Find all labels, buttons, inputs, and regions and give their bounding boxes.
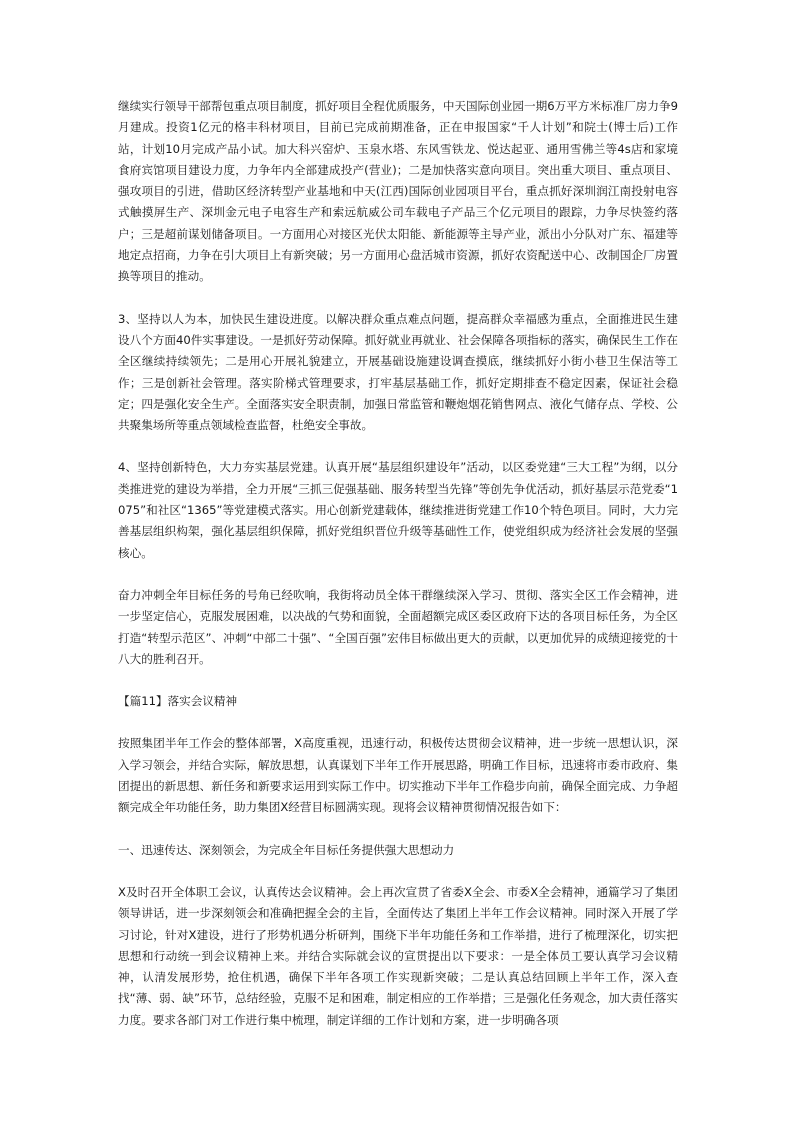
paragraph-gap <box>118 436 678 457</box>
paragraph-gap <box>118 861 678 882</box>
paragraph-gap <box>118 288 678 309</box>
paragraph-meeting-details: X及时召开全体职工会议，认真传达会议精神。会上再次宣贯了省委X全会、市委X全会精神，通篇学习了集团领导讲话，进一步深刻领会和准确把握全会的主旨，全面传达了集团上半年工作会议精神。同时深入开展了学习讨论，针对X建设，进行了形势机遇分析研判，围绕下半年功能任务和工作举措，进行了梳理深化，切实把思想和行动统一到会议精神上来。并结合实际就会议的宣贯提出以下要求：一是全体员工要认真学习会议精神，认清发展形势，抢住机遇，确保下半年各项工作实现新突破；二是认真总结回顾上半年工作，深入查找“薄、弱、缺”环节，总结经验，克服不足和困难，制定相应的工作举措；三是强化任务观念，加大责任落实力度。要求各部门对工作进行集中梳理，制定详细的工作计划和方案，进一步明确各项 <box>118 884 678 1027</box>
paragraph-intro: 按照集团半年工作会的整体部署，X高度重视，迅速行动，积极传达贯彻会议精神，进一步统一思想认识，深入学习领会，并结合实际，解放思想，认真谋划下半年工作开展思路，明确工作目标，迅速将市委市政府、集团提出的新思想、新任务和新要求运用到实际工作中。切实推动下半年工作稳步向前，确保全面完成、力争超额完成全年功能任务，助力集团X经营目标圆满实现。现将会议精神贯彻情况报告如下： <box>118 736 678 815</box>
paragraph-gap <box>118 564 678 585</box>
subsection-heading: 一、迅速传达、深刻领会，为完成全年目标任务提供强大思想动力 <box>118 842 455 857</box>
paragraph-party-building: 4、坚持创新特色，大力夯实基层党建。认真开展“基层组织建设年”活动，以区委党建“三大工程”为纲，以分类推进党的建设为举措，全力开展“三抓三促强基础、服务转型当先锋”等创先争优活动，抓好基层示范党委“1075”和社区“1365”等党建模式落实。用心创新党建载体，继续推进街党建工作10个特色项目。同时，大力完善基层组织构架，强化基层组织保障，抓好党组织晋位升级等基础性工作，使党组织成为经济社会发展的坚强核心。 <box>118 460 678 560</box>
paragraph-closing: 奋力冲刺全年目标任务的号角已经吹响，我街将动员全体干群继续深入学习、贯彻、落实全区工作会精神，进一步坚定信心，克服发展困难，以决战的气势和面貌，全面超额完成区委区政府下达的各项目标任务，为全区打造“转型示范区”、冲刺“中部二十强”、“全国百强”宏伟目标做出更大的贡献，以更加优异的成绩迎接党的十八大的胜利召开。 <box>118 587 678 666</box>
document-body <box>118 96 678 1031</box>
paragraph-gap <box>118 670 678 691</box>
paragraph-people-oriented: 3、坚持以人为本，加快民生建设进度。以解决群众重点难点问题，提高群众幸福感为重点，全面推进民生建设八个方面40件实事建设。一是抓好劳动保障。抓好就业再就业、社会保障各项指标的落实，确保民生工作在全区继续持续领先；二是用心开展礼貌建立，开展基础设施建设调查摸底，继续抓好小街小巷卫生保洁等工作；三是创新社会管理。落实阶梯式管理要求，打牢基层基础工作，抓好定期排查不稳定因素，保证社会稳定；四是强化安全生产。全面落实安全职责制，加强日常监管和鞭炮烟花销售网点、液化气储存点、学校、公共聚集场所等重点领域检查监督，杜绝安全事故。 <box>118 311 678 433</box>
paragraph-project-continuation: 继续实行领导干部帮包重点项目制度，抓好项目全程优质服务，中天国际创业园一期6万平方米标准厂房力争9月建成。投资1亿元的格丰科材项目，目前已完成前期准备，正在申报国家“千人计划”和院士(博士后)工作站，计划10月完成产品小试。加大科兴窑炉、玉泉水塔、东风雪铁龙、悦达起亚、通用雪佛兰等4s店和家境食府宾馆项目建设力度，力争年内全部建成投产(营业)；二是加快落实意向项目。突出重大项目、重点项目、强攻项目的引进，借助区经济转型产业基地和中天(江西)国际创业园项目平台，重点抓好深圳润江南投射电容式触摸屏生产、深圳金元电子电容生产和索远航威公司车载电子产品三个亿元项目的跟踪，力争尽快签约落户；三是超前谋划储备项目。一方面用心对接区光伏太阳能、新能源等主导产业，派出小分队对广东、福建等地定点招商，力争在引大项目上有新突破；另一方面用心盘活城市资源，抓好农资配送中心、改制国企厂房置换等项目的推动。 <box>118 99 678 284</box>
paragraph-gap <box>118 712 678 733</box>
paragraph-gap <box>118 819 678 840</box>
section-title: 【篇11】落实会议精神 <box>118 694 238 709</box>
